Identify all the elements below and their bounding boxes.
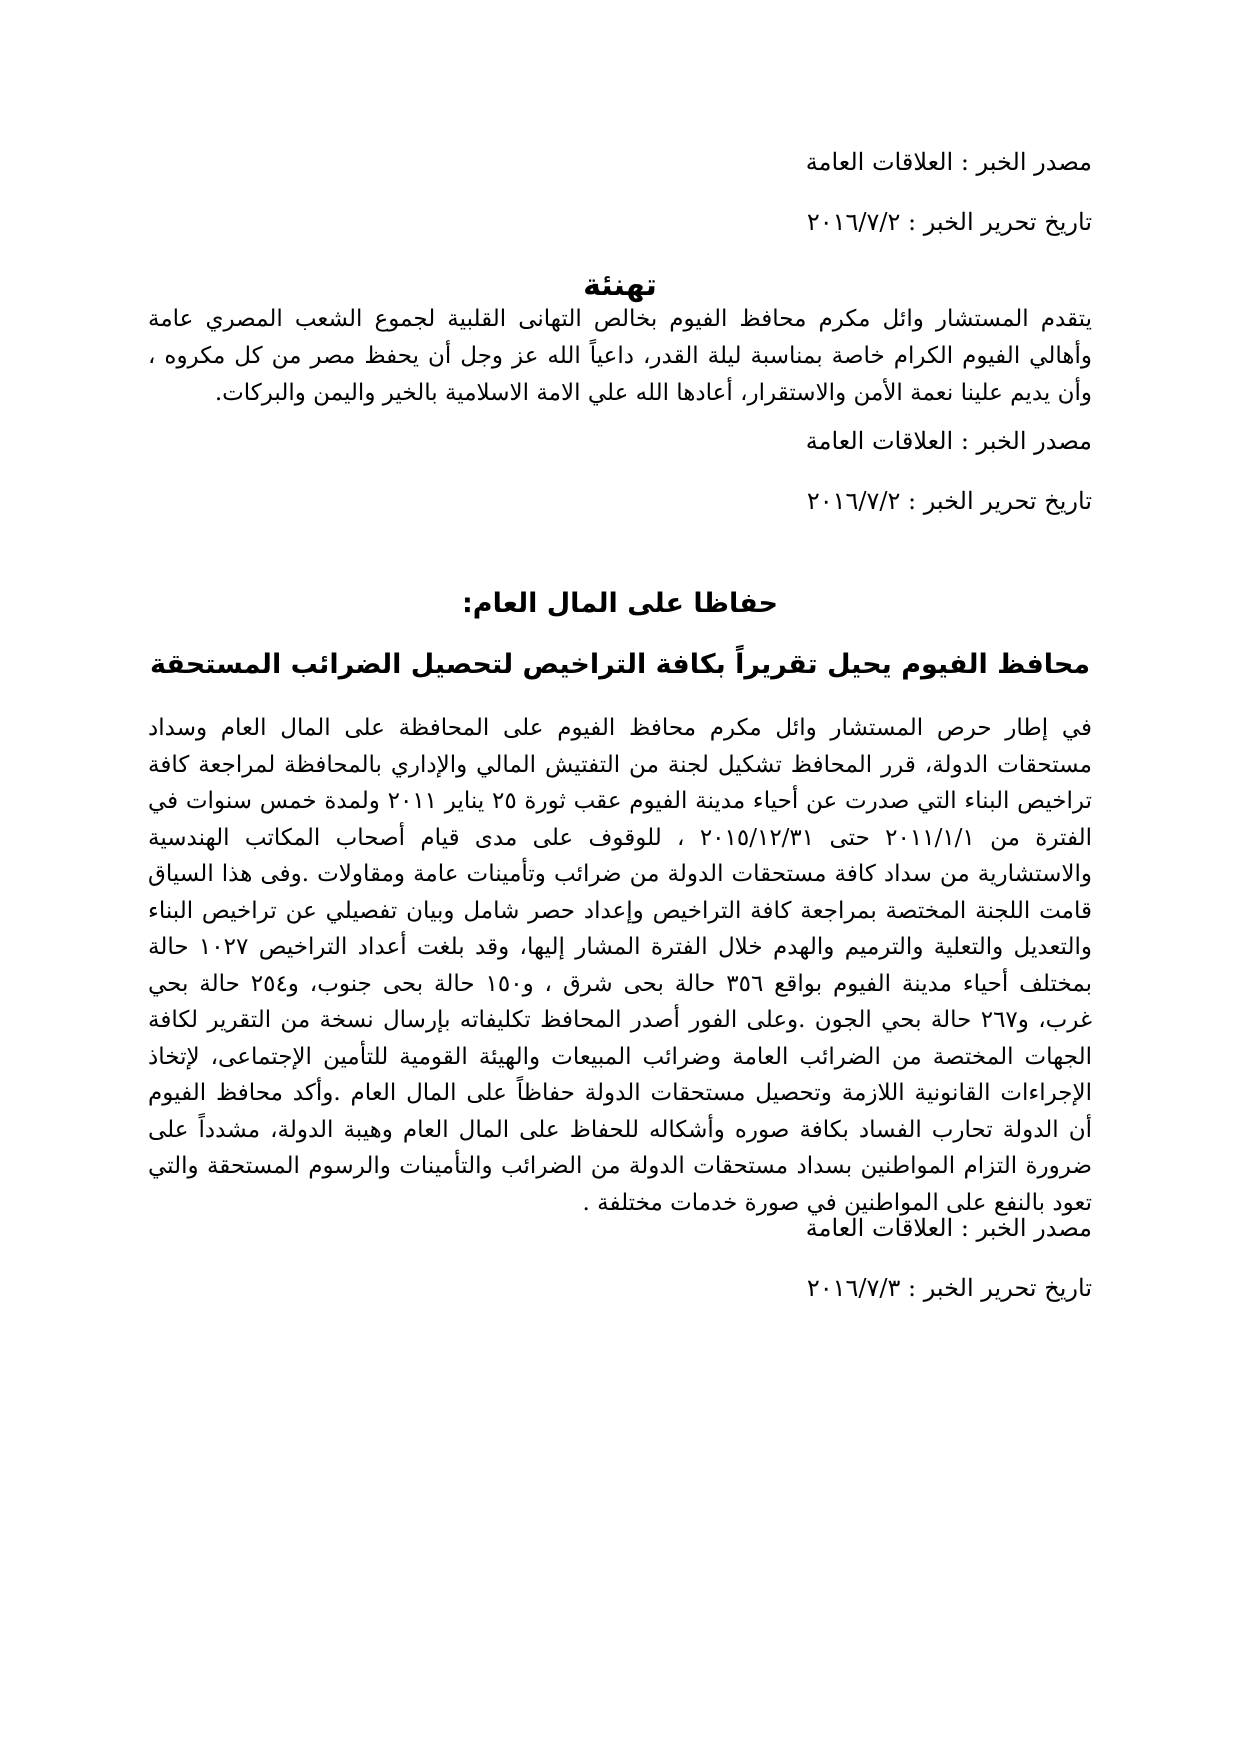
news-source-1: مصدر الخبر : العلاقات العامة <box>805 148 1092 176</box>
news-source-3: مصدر الخبر : العلاقات العامة <box>805 1214 1092 1242</box>
news-date-1: تاريخ تحرير الخبر : ٢٠١٦/٧/٢ <box>806 208 1092 236</box>
document-page <box>148 0 1092 1754</box>
article1-title: تهنئة <box>583 268 657 303</box>
article1-body: يتقدم المستشار وائل مكرم محافظ الفيوم بخالص التهانى القلبية لجموع الشعب المصري عامة وأهالي الفيوم الكرام خاصة بمناسبة ليلة القدر، داعياً الله عز وجل أن يحفظ مصر من كل مكروه ، وأن يديم علينا نعمة الأمن والاستقرار، أعادها الله علي الامة الاسلامية بالخير واليمن والبركات. <box>148 306 1092 406</box>
article2-kicker: حفاظا على المال العام: <box>462 588 778 619</box>
article2-title: محافظ الفيوم يحيل تقريراً بكافة التراخيص لتحصيل الضرائب المستحقة <box>149 649 1091 680</box>
article2-body: في إطار حرص المستشار وائل مكرم محافظ الفيوم على المحافظة على المال العام وسداد مستحقات الدولة، قرر المحافظ تشكيل لجنة من التفتيش المالي والإداري بالمحافظة لمراجعة كافة تراخيص البناء التي صدرت عن أحياء مدينة الفيوم عقب ثورة ٢٥ يناير ٢٠١١ ولمدة خمس سنوات في الفترة من ٢٠١١/١/١ حتى ٢٠١٥/١٢/٣١ ، للوقوف على مدى قيام أصحاب المكاتب الهندسية والاستشارية من سداد كافة مستحقات الدولة من ضرائب وتأمينات عامة ومقاولات .وفى هذا السياق قامت اللجنة المختصة بمراجعة كافة التراخيص وإعداد حصر شامل وبيان تفصيلي عن تراخيص البناء والتعديل والتعلية والترميم والهدم خلال الفترة المشار إليها، وقد بلغت أعداد التراخيص ١٠٢٧ حالة بمختلف أحياء مدينة الفيوم بواقع ٣٥٦ حالة بحى شرق ، و١٥٠ حالة بحى جنوب، و٢٥٤ حالة بحي غرب، و٢٦٧ حالة بحي الجون .وعلى الفور أصدر المحافظ تكليفاته بإرسال نسخة من التقرير لكافة الجهات المختصة من الضرائب العامة وضرائب المبيعات والهيئة القومية للتأمين الإجتماعى، لإتخاذ الإجراءات القانونية اللازمة وتحصيل مستحقات الدولة حفاظاً على المال العام .وأكد محافظ الفيوم أن الدولة تحارب الفساد بكافة صوره وأشكاله للحفاظ على المال العام وهيبة الدولة، مشدداً على ضرورة التزام المواطنين بسداد مستحقات الدولة من الضرائب والتأمينات والرسوم المستحقة والتي تعود بالنفع على المواطنين في صورة خدمات مختلفة . <box>148 715 1093 1216</box>
news-source-2: مصدر الخبر : العلاقات العامة <box>805 427 1092 455</box>
news-date-3: تاريخ تحرير الخبر : ٢٠١٦/٧/٣ <box>806 1274 1092 1302</box>
news-date-2: تاريخ تحرير الخبر : ٢٠١٦/٧/٢ <box>806 487 1092 515</box>
